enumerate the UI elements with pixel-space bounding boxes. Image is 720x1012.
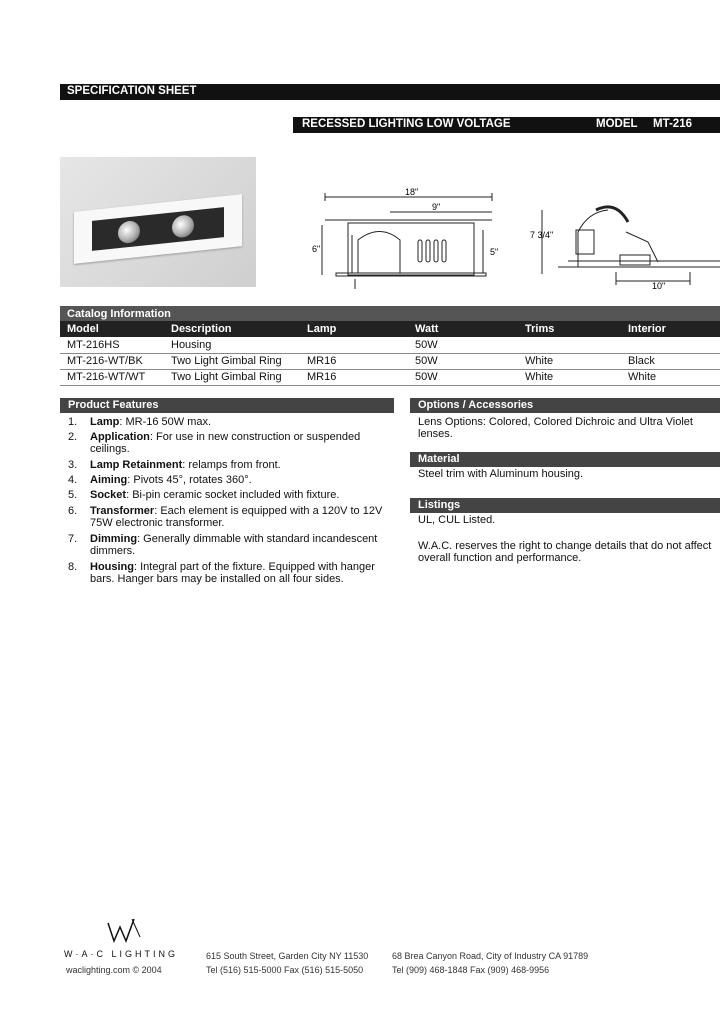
footer-phone-ny: Tel (516) 515-5000 Fax (516) 515-5050	[206, 965, 364, 975]
cell-watt: 50W	[415, 371, 438, 383]
material-title: Material	[418, 453, 460, 465]
dim-9: 9"	[432, 202, 441, 212]
feature-label: Dimming	[90, 533, 138, 545]
footer-address-ny: 615 South Street, Garden City NY 11530	[206, 951, 369, 961]
feature-text: : MR-16 50W max.	[119, 416, 212, 428]
cell-trims: White	[525, 371, 554, 383]
options-bar	[410, 398, 720, 413]
fixture-opening	[92, 207, 224, 251]
cell-model: MT-216-WT/BK	[67, 355, 143, 367]
wac-logo	[64, 915, 184, 965]
feature-label: Application	[90, 431, 150, 443]
cell-interior: Black	[628, 355, 655, 367]
model-number: MT-216	[653, 118, 692, 130]
side-view-drawing	[528, 192, 720, 292]
table-row	[60, 353, 720, 370]
feature-text: : For use in new construction or suspended ceilings.	[90, 431, 361, 455]
housing-outline	[348, 223, 474, 275]
dim-10: 10"	[652, 281, 666, 291]
junction-box	[576, 230, 594, 254]
catalog-header-row	[60, 321, 720, 337]
cell-description: Two Light Gimbal Ring	[171, 371, 282, 383]
spec-sheet-title: SPECIFICATION SHEET	[67, 85, 197, 97]
footer-phone-ca: Tel (909) 468-1848 Fax (909) 468-9956	[392, 965, 550, 975]
model-label: MODEL	[596, 118, 638, 130]
feature-label: Lamp Retainment	[90, 459, 183, 471]
dim-7-3-4: 7 3/4"	[530, 230, 554, 240]
catalog-title-bar	[60, 306, 720, 322]
feature-text: : Bi-pin ceramic socket included with fixture.	[126, 489, 340, 501]
options-text: Lens Options: Colored, Colored Dichroic and Ultra Violet lenses.	[418, 416, 693, 440]
footer-website[interactable]: waclighting.com © 2004	[66, 965, 162, 975]
product-features-bar	[60, 398, 394, 413]
feature-number: 6.	[68, 505, 78, 517]
material-text: Steel trim with Aluminum housing.	[418, 468, 584, 480]
material-bar	[410, 452, 720, 467]
feature-label: Aiming	[90, 474, 128, 486]
feature-label: Housing	[90, 561, 134, 573]
cell-description: Two Light Gimbal Ring	[171, 355, 282, 367]
col-header: Interior	[628, 323, 666, 335]
feature-number: 4.	[68, 474, 78, 486]
feature-text: : relamps from front.	[182, 459, 281, 471]
cell-lamp: MR16	[307, 355, 337, 367]
cell-lamp: MR16	[307, 371, 337, 383]
col-header: Description	[171, 323, 232, 335]
col-header: Model	[67, 323, 99, 335]
cell-watt: 50W	[415, 339, 438, 351]
table-row	[60, 337, 720, 354]
brand-name: W·A·C LIGHTING	[64, 949, 178, 959]
disclaimer-text: W.A.C. reserves the right to change details that do not affect overall function and performance.	[418, 540, 712, 564]
col-header: Lamp	[307, 323, 337, 335]
front-view-drawing	[300, 185, 505, 290]
feature-label: Lamp	[90, 416, 120, 428]
feature-number: 2.	[68, 431, 78, 443]
feature-label: Socket	[90, 489, 127, 501]
feature-text: : Pivots 45°, rotates 360°.	[127, 474, 252, 486]
feature-text: : Integral part of the fixture. Equipped with hanger bars. Hanger bars may be installed on all four sides.	[90, 561, 375, 585]
product-photo	[60, 157, 256, 287]
lamp-left	[118, 220, 140, 244]
col-header: Watt	[415, 323, 439, 335]
cell-trims: White	[525, 355, 554, 367]
feature-number: 1.	[68, 416, 78, 428]
dim-5: 5"	[490, 247, 499, 257]
col-header: Trims	[525, 323, 555, 335]
lamp-right	[172, 214, 194, 238]
feature-number: 8.	[68, 561, 78, 573]
listings-title: Listings	[418, 499, 461, 511]
product-features-title: Product Features	[68, 399, 159, 411]
category-title: RECESSED LIGHTING LOW VOLTAGE	[302, 118, 511, 130]
cell-watt: 50W	[415, 355, 438, 367]
listings-bar	[410, 498, 720, 513]
feature-text: : Generally dimmable with standard incandescent dimmers.	[90, 533, 378, 557]
listings-text: UL, CUL Listed.	[418, 514, 496, 526]
catalog-title: Catalog Information	[67, 308, 171, 320]
feature-number: 7.	[68, 533, 78, 545]
category-bar	[293, 117, 720, 133]
dim-6: 6"	[312, 244, 321, 254]
trim-ring	[74, 194, 242, 264]
cell-interior: White	[628, 371, 657, 383]
footer-address-ca: 68 Brea Canyon Road, City of Industry CA 91789	[392, 951, 589, 961]
feature-text: : Each element is equipped with a 120V to 12V 75W electronic transformer.	[90, 505, 383, 529]
dim-18: 18"	[405, 187, 419, 197]
cell-model: MT-216-WT/WT	[67, 371, 146, 383]
table-row	[60, 369, 720, 386]
options-title: Options / Accessories	[418, 399, 534, 411]
logo-mark-icon	[104, 915, 144, 945]
spec-sheet-bar	[60, 84, 720, 100]
feature-label: Transformer	[90, 505, 155, 517]
cell-model: MT-216HS	[67, 339, 120, 351]
cell-description: Housing	[171, 339, 212, 351]
feature-number: 3.	[68, 459, 78, 471]
feature-number: 5.	[68, 489, 78, 501]
